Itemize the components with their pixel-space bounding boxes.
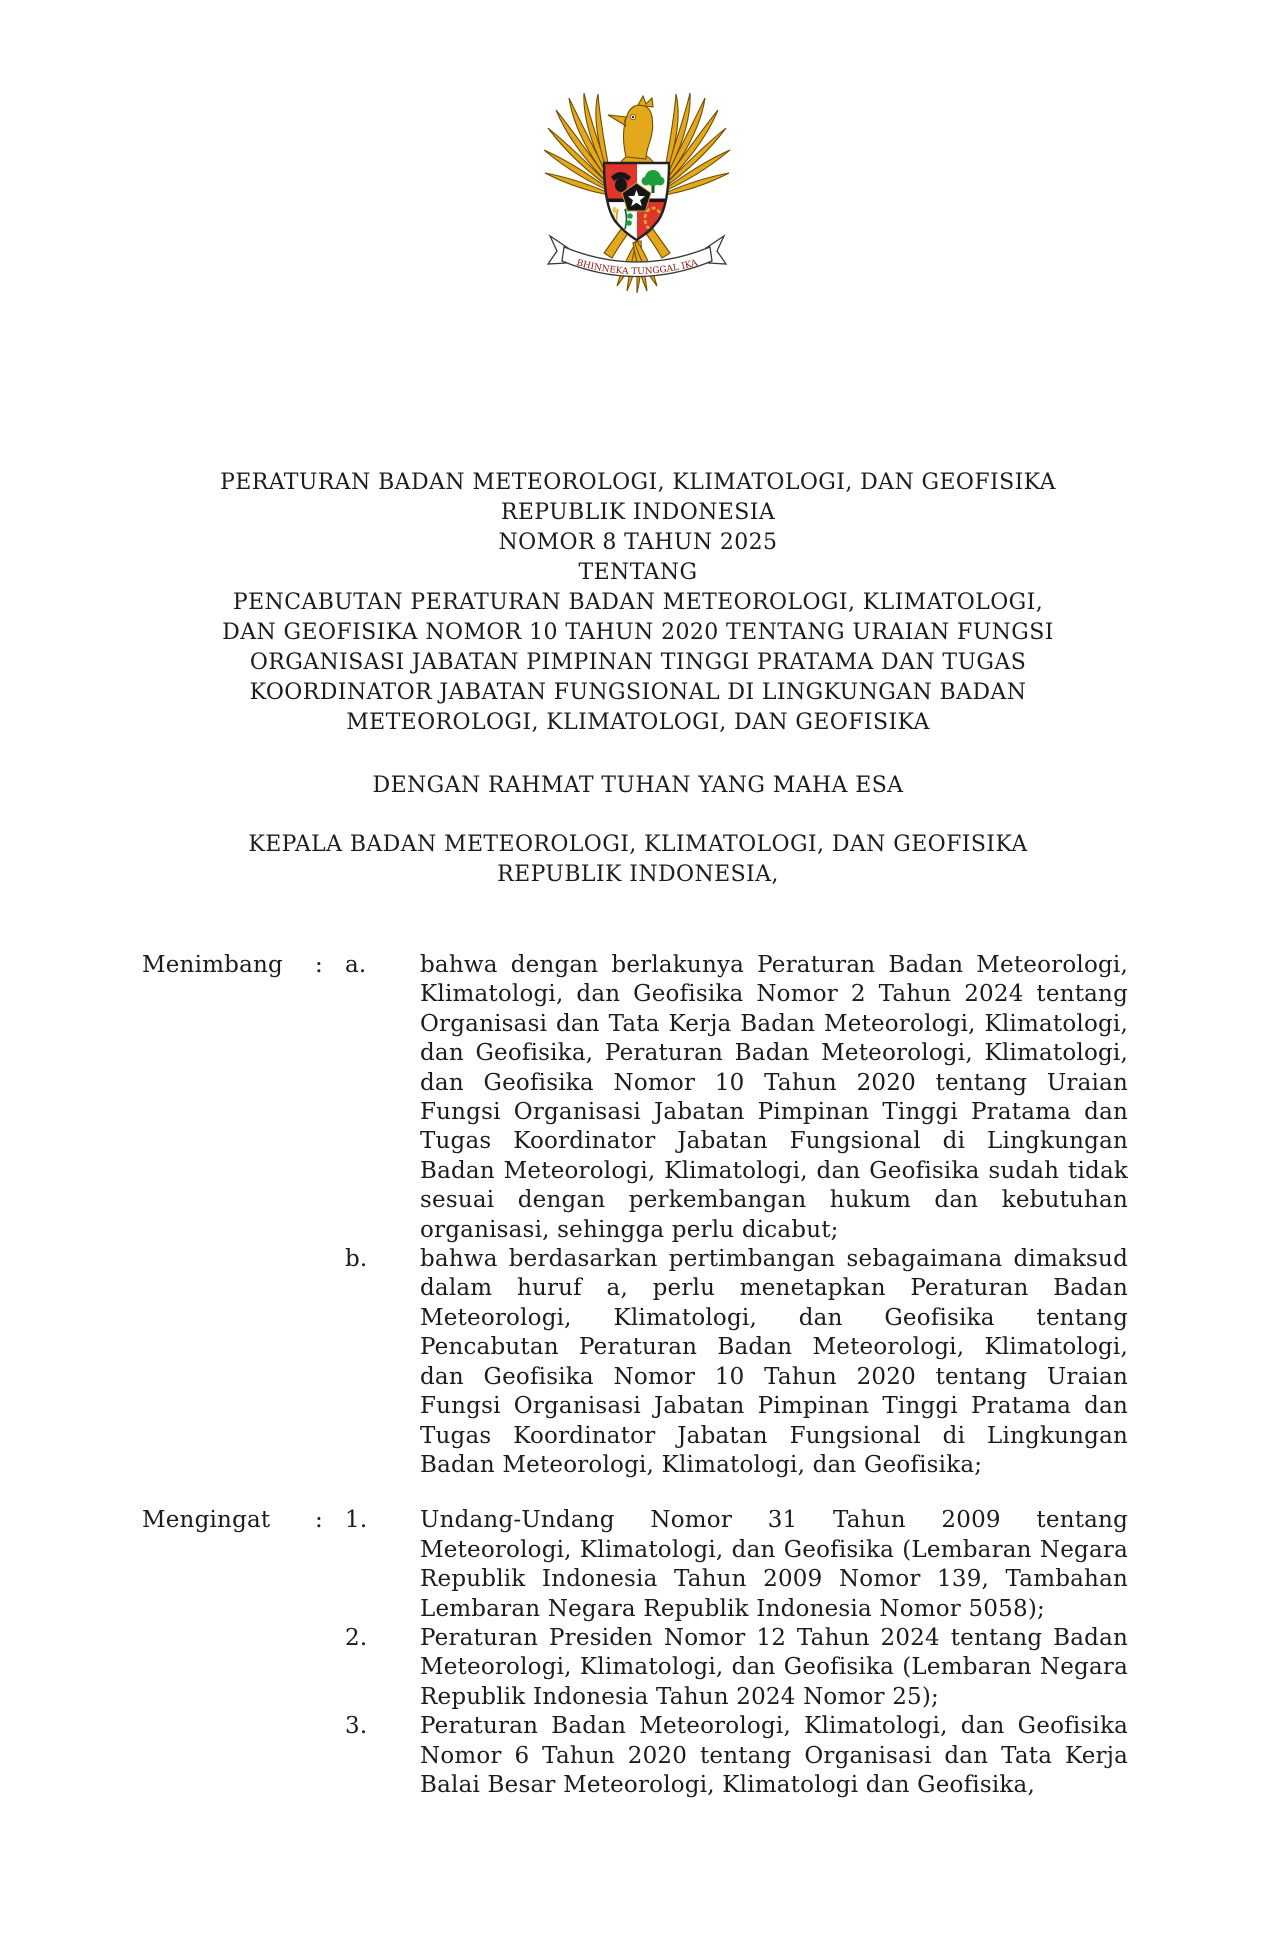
title-line: ORGANISASI JABATAN PIMPINAN TINGGI PRATAMA DAN TUGAS [249,650,1027,675]
item-marker: b. [345,1246,368,1273]
list-item [345,1712,1128,1800]
invocation-line: DENGAN RAHMAT TUHAN YANG MAHA ESA [372,773,904,798]
preamble-sections [142,951,1128,1800]
list-item [345,1245,1128,1480]
item-text: Peraturan Badan Meteorologi, Klimatologi, dan Geofisika Nomor 6 Tahun 2020 tentang Organisasi dan Tata Kerja Balai Besar Meteorologi, Klimatologi dan Geofisika, [420,1713,1128,1798]
item-marker: a. [345,952,367,978]
title-line: REPUBLIK INDONESIA [500,500,776,525]
title-line: PENCABUTAN PERATURAN BADAN METEOROLOGI, KLIMATOLOGI, [232,590,1044,615]
item-marker: 2. [345,1624,368,1651]
section-label: Mengingat [142,1507,271,1534]
title-block [0,468,1276,890]
item-text: bahwa dengan berlakunya Peraturan Badan Meteorologi, Klimatologi, dan Geofisika Nomor 2 Tahun 2024 tentang Organisasi dan Tata Kerja Badan Meteorologi, Klimatologi, dan Geofisika, Peraturan Badan Meteorologi, Klimatologi, dan Geofisika Nomor 10 Tahun 2020 tentang Uraian Fungsi Organisasi Jabatan Pimpinan Tinggi Pratama dan Tugas Koordinator Jabatan Fungsional di Lingkungan Badan Meteorologi, Klimatologi, dan Geofisika sudah tidak sesuai dengan perkembangan hukum dan kebutuhan organisasi, sehingga perlu dicabut; [420,952,1128,1243]
section-items [345,951,1128,1480]
item-marker: 3. [345,1713,368,1740]
list-item [345,951,1128,1245]
section-colon: : [315,1507,323,1534]
section-label: Menimbang [142,952,283,978]
officer-line: KEPALA BADAN METEOROLOGI, KLIMATOLOGI, DAN GEOFISIKA [248,832,1028,857]
title-line: DAN GEOFISIKA NOMOR 10 TAHUN 2020 TENTANG URAIAN FUNGSI [222,620,1054,645]
garuda-pupil [632,116,634,118]
motto-text: BHINNEKA TUNGGAL IKA [575,258,699,278]
item-text: Undang-Undang Nomor 31 Tahun 2009 tentang Meteorologi, Klimatologi, dan Geofisika (Lembaran Negara Republik Indonesia Tahun 2009 Nomor 139, Tambahan Lembaran Negara Republik Indonesia Nomor 5058); [420,1507,1128,1622]
section-mengingat [142,1506,1128,1800]
item-text: Peraturan Presiden Nomor 12 Tahun 2024 tentang Badan Meteorologi, Klimatologi, dan Geofisika (Lembaran Negara Republik Indonesia Tahun 2024 Nomor 25); [420,1624,1128,1710]
pancasila-shield [604,163,669,241]
list-item [345,1506,1128,1624]
officer-line: REPUBLIK INDONESIA, [497,862,779,887]
section-items [345,1506,1128,1800]
garuda-pancasila-emblem [542,93,732,293]
title-line: METEOROLOGI, KLIMATOLOGI, DAN GEOFISIKA [346,710,930,735]
section-colon: : [315,952,323,978]
title-line: NOMOR 8 TAHUN 2025 [498,530,778,555]
item-marker: 1. [345,1507,368,1534]
list-item [345,1624,1128,1712]
officer-block [0,830,1276,890]
section-menimbang [142,951,1128,1480]
title-line: PERATURAN BADAN METEOROLOGI, KLIMATOLOGI, DAN GEOFISIKA [220,470,1056,495]
item-text: bahwa berdasarkan pertimbangan sebagaimana dimaksud dalam huruf a, perlu menetapkan Peraturan Badan Meteorologi, Klimatologi, dan Geofisika tentang Pencabutan Peraturan Badan Meteorologi, Klimatologi, dan Geofisika Nomor 10 Tahun 2020 tentang Uraian Fungsi Organisasi Jabatan Pimpinan Tinggi Pratama dan Tugas Koordinator Jabatan Fungsional di Lingkungan Badan Meteorologi, Klimatologi, dan Geofisika; [420,1246,1128,1478]
title-line: TENTANG [578,560,698,585]
title-line: KOORDINATOR JABATAN FUNGSIONAL DI LINGKUNGAN BADAN [249,680,1027,705]
garuda-pancasila-icon [542,93,732,293]
